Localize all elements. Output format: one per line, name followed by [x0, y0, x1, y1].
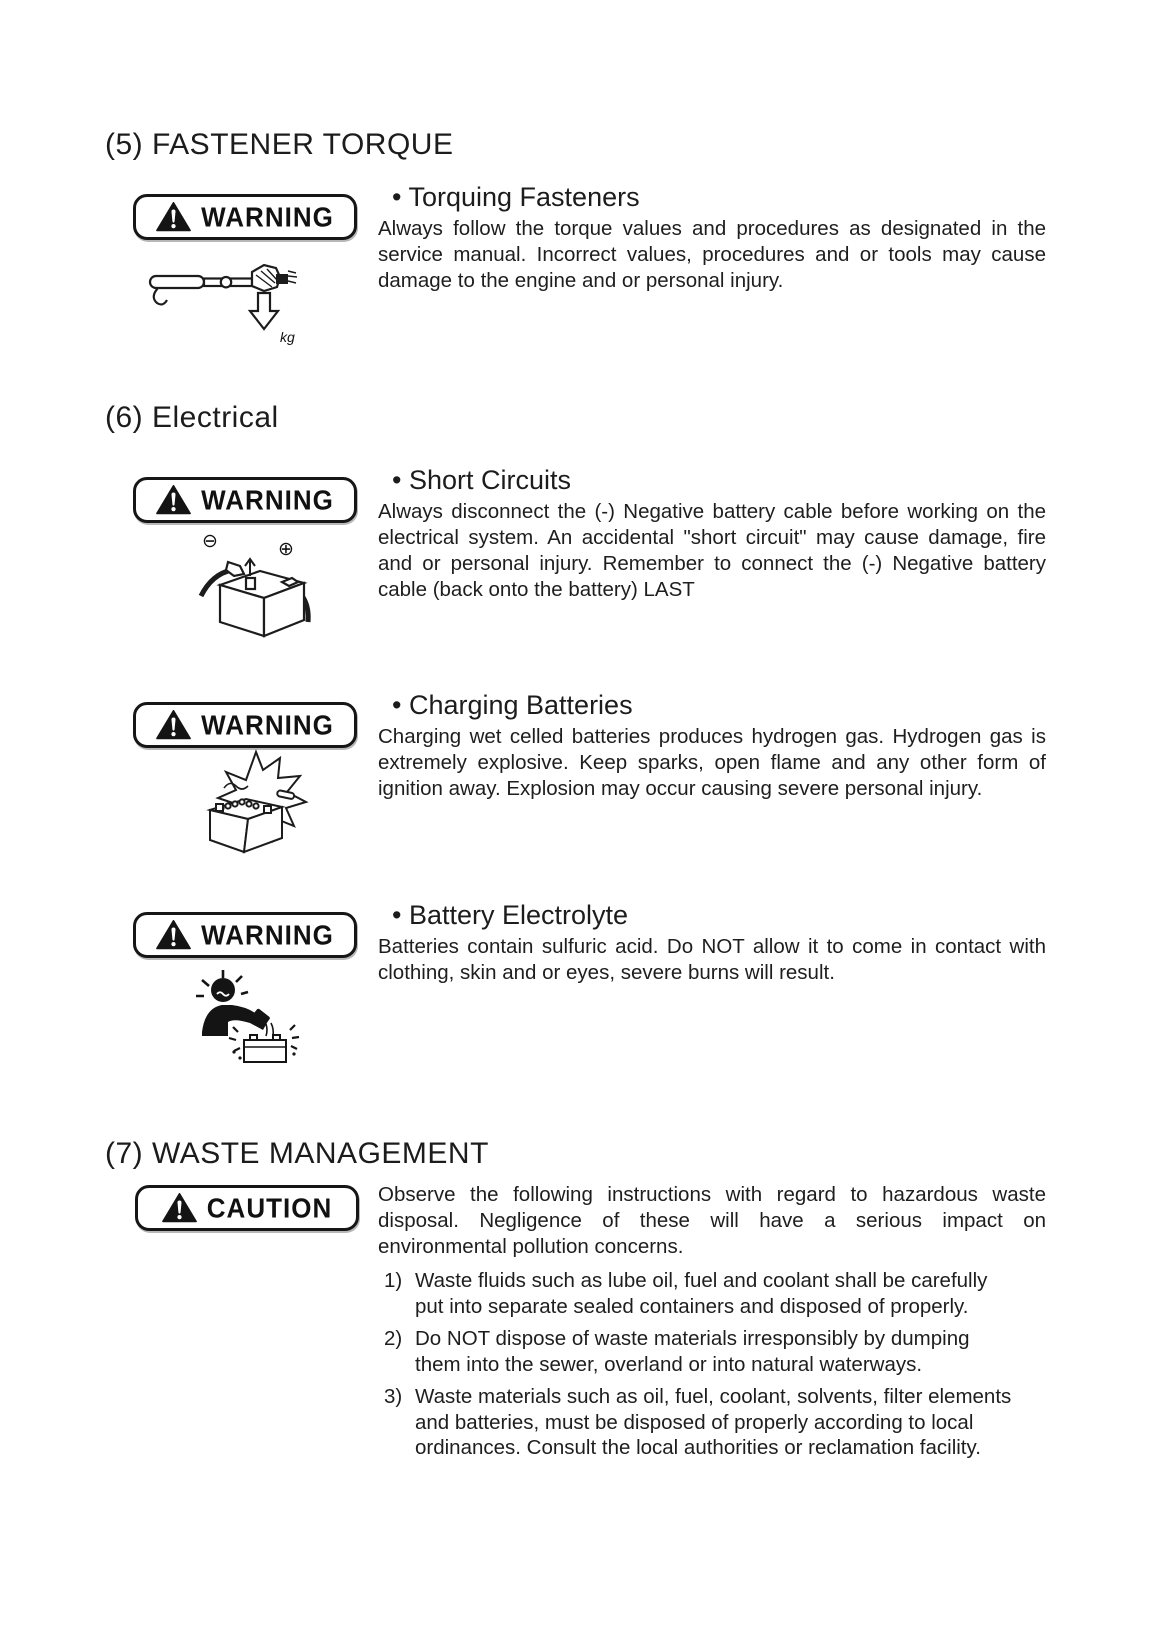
kg-unit-label: kg: [280, 329, 295, 345]
warning-badge: [133, 702, 357, 748]
warning-badge-label: WARNING: [201, 708, 334, 741]
topic-title-charging-batteries: • Charging Batteries: [392, 690, 633, 720]
list-item-number: 1): [384, 1269, 403, 1292]
warning-triangle-icon: [156, 202, 191, 232]
warning-badge: [133, 477, 357, 523]
list-item-text: Do NOT dispose of waste materials irresponsibly by dumping them into the sewer, overland or into natural waterways.: [415, 1327, 970, 1376]
warning-badge-label: WARNING: [201, 483, 334, 516]
list-item: [384, 1326, 1024, 1377]
topic-body-short-circuits: Always disconnect the (-) Negative battery cable before working on the electrical system. An accidental "short circuit" may cause damage, fire and or personal injury. Remember to connect the (-) Negative battery cable (back onto the battery) LAST: [378, 500, 1046, 601]
warning-badge: [133, 912, 357, 958]
warning-triangle-icon: [162, 1193, 197, 1223]
battery-negative-symbol: ⊖: [202, 531, 218, 552]
warning-badge: [133, 194, 357, 240]
battery-explosion-illustration: [194, 748, 314, 858]
section-heading-electrical: (6) Electrical: [105, 401, 279, 434]
battery-acid-pouring-illustration: [192, 968, 304, 1070]
topic-title-short-circuits: • Short Circuits: [392, 465, 571, 495]
list-item-number: 3): [384, 1385, 403, 1408]
list-item: [384, 1384, 1024, 1461]
topic-title-battery-electrolyte: • Battery Electrolyte: [392, 900, 629, 930]
section-heading-waste-management: (7) WASTE MANAGEMENT: [105, 1137, 489, 1170]
list-item-number: 2): [384, 1327, 403, 1350]
warning-triangle-icon: [156, 920, 191, 950]
waste-instructions-list: [384, 1268, 1024, 1468]
battery-positive-symbol: ⊕: [278, 539, 294, 560]
warning-triangle-icon: [156, 485, 191, 515]
topic-body-torquing-fasteners: Always follow the torque values and procedures as designated in the service manual. Incorrect values, procedures and or tools may cause damage to the engine and or personal injury.: [378, 217, 1046, 292]
warning-badge-label: WARNING: [201, 200, 334, 233]
torque-wrench-illustration: [146, 247, 316, 347]
caution-badge: [135, 1185, 359, 1231]
topic-body-waste-management: Observe the following instructions with regard to hazardous waste disposal. Negligence of these will have a serious impact on environmental pollution concerns.: [378, 1183, 1046, 1258]
section-heading-fastener-torque: (5) FASTENER TORQUE: [105, 128, 454, 161]
list-item-text: Waste materials such as oil, fuel, coolant, solvents, filter elements and batteries, must be disposed of properly according to local ordinances. Consult the local authorities or reclamation facility.: [415, 1385, 1012, 1459]
warning-triangle-icon: [156, 710, 191, 740]
topic-body-charging-batteries: Charging wet celled batteries produces hydrogen gas. Hydrogen gas is extremely explosive. Keep sparks, open flame and any other form of ignition away. Explosion may occur causing severe personal injury.: [378, 725, 1046, 800]
battery-disconnect-illustration: [186, 532, 326, 647]
topic-title-torquing-fasteners: • Torquing Fasteners: [392, 182, 640, 212]
list-item: [384, 1268, 1024, 1319]
warning-badge-label: WARNING: [201, 918, 334, 951]
list-item-text: Waste fluids such as lube oil, fuel and coolant shall be carefully put into separate sealed containers and disposed of properly.: [415, 1269, 988, 1318]
topic-body-battery-electrolyte: Batteries contain sulfuric acid. Do NOT allow it to come in contact with clothing, skin and or eyes, severe burns will result.: [378, 935, 1046, 984]
caution-badge-label: CAUTION: [206, 1191, 333, 1224]
